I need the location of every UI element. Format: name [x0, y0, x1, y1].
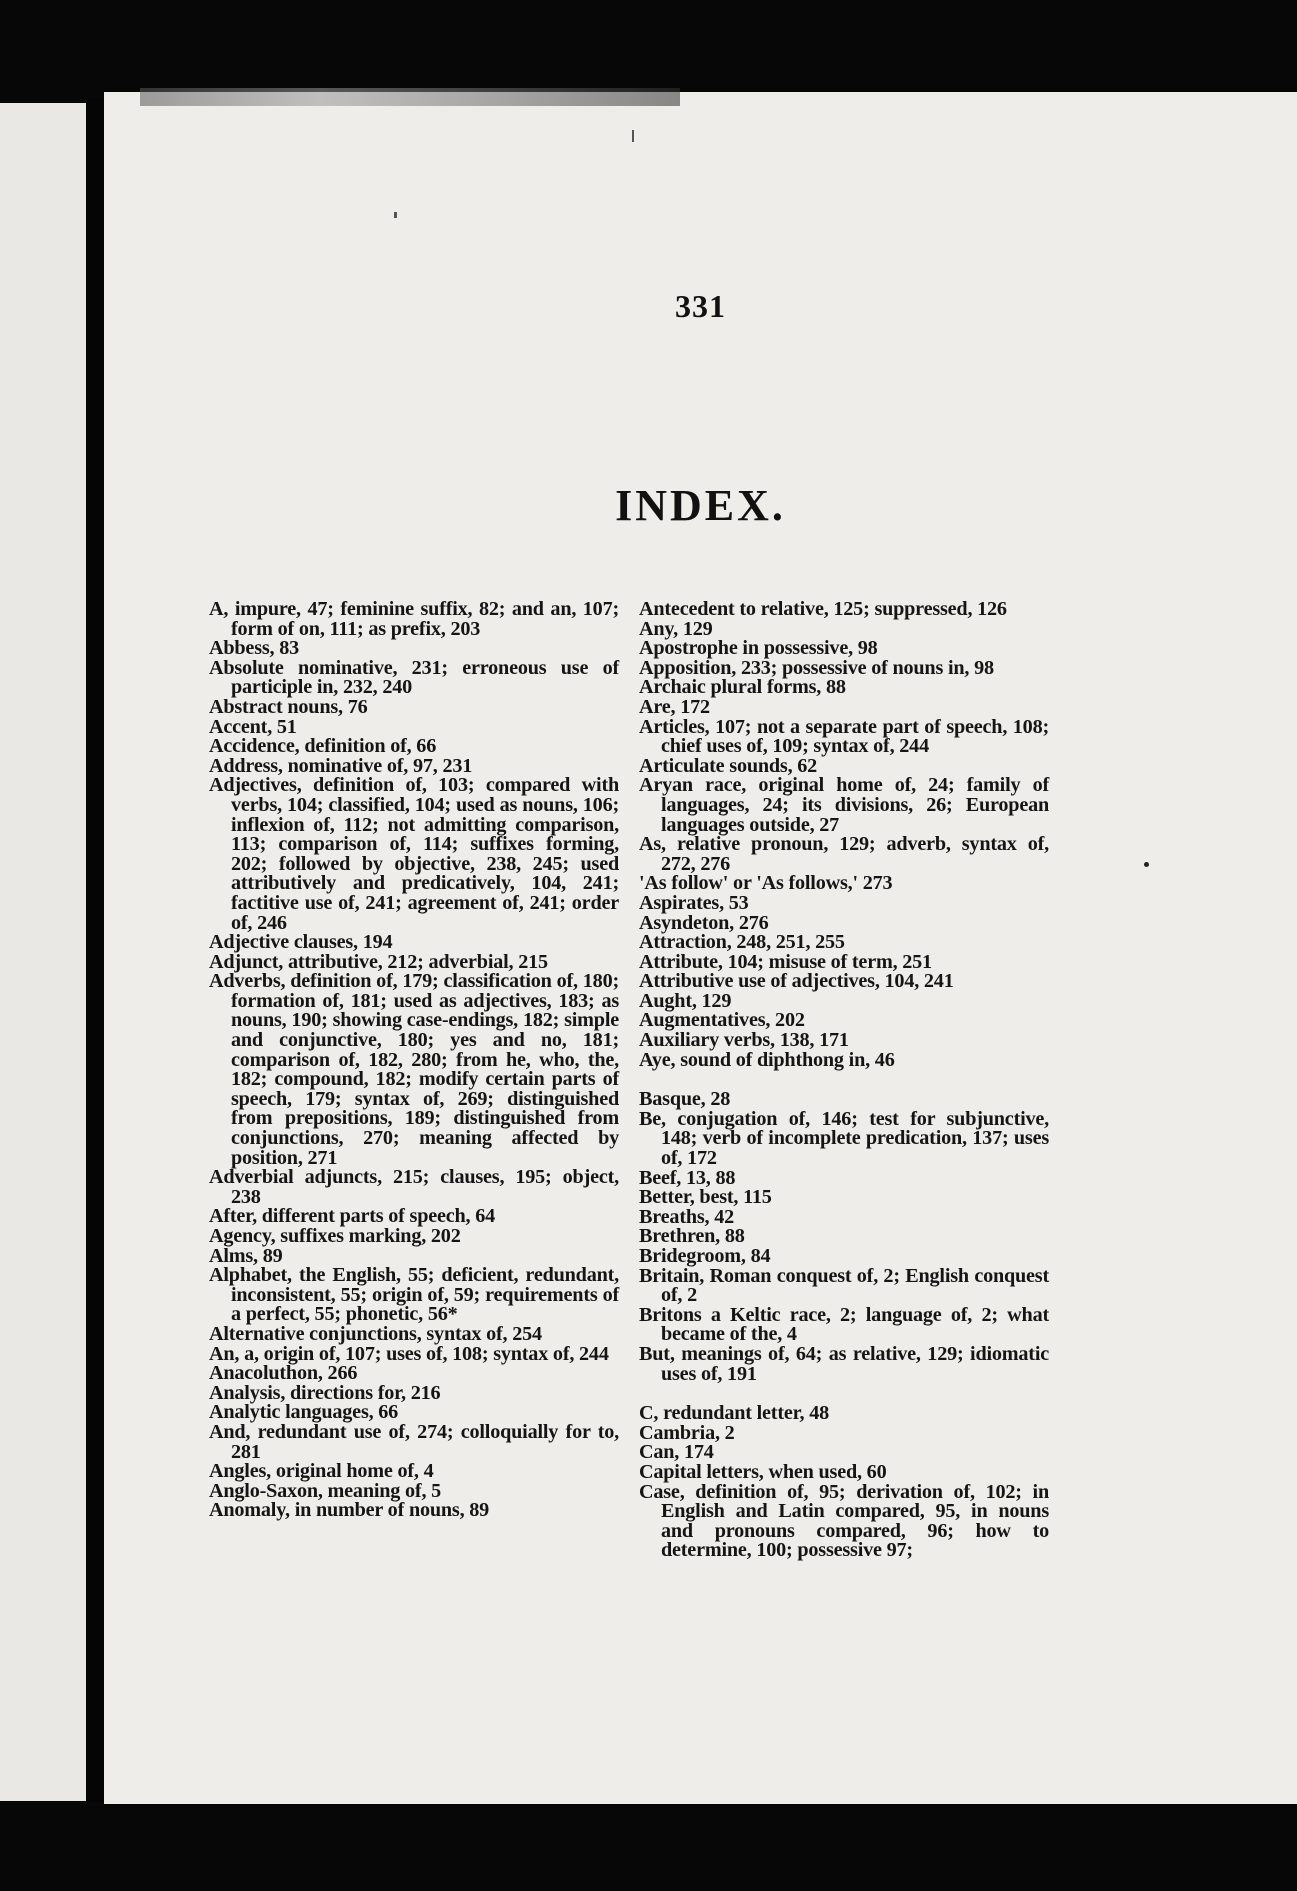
index-entry: Anacoluthon, 266 [209, 1362, 358, 1385]
index-entry: Antecedent to relative, 125; suppressed, 126 [639, 598, 1007, 620]
index-column-left [209, 600, 619, 1521]
index-entry: Aye, sound of diphthong in, 46 [639, 1048, 895, 1071]
index-entry: Cambria, 2 [639, 1421, 735, 1444]
index-entry: Analysis, directions for, 216 [209, 1381, 441, 1404]
index-entry: Absolute nominative, 231; erroneous use of participle in, 232, 240 [209, 656, 619, 699]
index-entry: Attribute, 104; misuse of term, 251 [639, 950, 932, 973]
section-gap [639, 1070, 1049, 1090]
index-entry: Adverbial adjuncts, 215; clauses, 195; object, 238 [209, 1166, 619, 1208]
index-entry: Agency, suffixes marking, 202 [209, 1225, 461, 1247]
index-entry: Analytic languages, 66 [209, 1401, 399, 1424]
index-entry: Apposition, 233; possessive of nouns in, 98 [639, 656, 994, 679]
index-entry: Be, conjugation of, 146; test for subjunctive, 148; verb of incomplete predication, 137; uses of, 172 [639, 1107, 1049, 1170]
index-column-right [639, 600, 1049, 1561]
index-entry: Anomaly, in number of nouns, 89 [209, 1499, 490, 1522]
index-entry: Attributive use of adjectives, 104, 241 [639, 970, 954, 993]
index-entry: Auxiliary verbs, 138, 171 [639, 1029, 849, 1052]
index-entry: Adverbs, definition of, 179; classification of, 180; formation of, 181; used as adjectives, 183; as nouns, 190; showing case-endings, 182; simple and conjunctive, 180; yes and no, 181; comparison of, 182, 280; from he, who, the, 182; compound, 182; modify certain parts of speech, 179; syntax of, 269; distinguished from prepositions, 189; distinguished from conjunctions, 270; meaning affected by position, 271 [209, 970, 619, 1169]
index-entry: Britons a Keltic race, 2; language of, 2; what became of the, 4 [639, 1303, 1049, 1346]
index-entry: Abbess, 83 [209, 637, 299, 660]
index-entry: Brethren, 88 [639, 1225, 745, 1248]
index-entry: Archaic plural forms, 88 [639, 676, 846, 699]
index-entry: Alms, 89 [209, 1244, 283, 1267]
index-entry: Bridegroom, 84 [639, 1245, 771, 1267]
index-entry: Capital letters, when used, 60 [639, 1460, 887, 1483]
index-entry: Articulate sounds, 62 [639, 754, 818, 777]
index-entry: Accent, 51 [209, 715, 297, 738]
index-entry: Better, best, 115 [639, 1186, 772, 1209]
index-entry: Aught, 129 [639, 989, 732, 1012]
index-entry: Any, 129 [639, 617, 713, 640]
book-gutter [86, 98, 104, 1803]
index-entry: After, different parts of speech, 64 [209, 1205, 496, 1228]
index-entry: Case, definition of, 95; derivation of, 102; in English and Latin compared, 95, in nouns and pronouns compared, 96; how to determine, 100; possessive 97; [639, 1480, 1049, 1562]
facing-page-edge [0, 103, 86, 1801]
index-entry: A, impure, 47; feminine suffix, 82; and an, 107; form of on, 111; as prefix, 203 [209, 598, 619, 640]
index-entry: Articles, 107; not a separate part of speech, 108; chief uses of, 109; syntax of, 244 [639, 715, 1049, 758]
index-entry: Basque, 28 [639, 1088, 731, 1111]
index-entry: Address, nominative of, 97, 231 [209, 754, 473, 777]
index-entry: Are, 172 [639, 695, 710, 718]
index-entry: Adjunct, attributive, 212; adverbial, 215 [209, 950, 548, 973]
index-entry: Attraction, 248, 251, 255 [639, 931, 845, 954]
index-entry: 'As follow' or 'As follows,' 273 [639, 872, 893, 895]
index-entry: Can, 174 [639, 1441, 714, 1464]
index-page [104, 92, 1297, 1804]
index-entry: Abstract nouns, 76 [209, 695, 368, 718]
stray-mark [394, 212, 397, 218]
stray-mark [632, 130, 634, 142]
index-entry: As, relative pronoun, 129; adverb, syntax of, 272, 276 [639, 833, 1049, 875]
index-entry: Aspirates, 53 [639, 891, 749, 914]
index-entry: Augmentatives, 202 [639, 1009, 805, 1032]
index-entry: Adjectives, definition of, 103; compared with verbs, 104; classified, 104; used as nouns, 106; inflexion of, 112; not admitting comparison, 113; comparison of, 114; suffixes forming, 202; followed by objective, 238, 245; used attributively and predicatively, 104, 241; factitive use of, 241; agreement of, 241; order of, 246 [209, 774, 619, 934]
page-number: 331 [675, 288, 726, 324]
index-entry: Anglo-Saxon, meaning of, 5 [209, 1479, 442, 1502]
index-entry: Beef, 13, 88 [639, 1166, 736, 1189]
index-entry: And, redundant use of, 274; colloquially for to, 281 [209, 1420, 619, 1463]
page-title: INDEX. [615, 481, 786, 530]
index-entry: An, a, origin of, 107; uses of, 108; syntax of, 244 [209, 1342, 609, 1365]
index-entry: Breaths, 42 [639, 1205, 735, 1228]
index-entry: Asyndeton, 276 [639, 911, 769, 934]
index-entry: Aryan race, original home of, 24; family of languages, 24; its divisions, 26; European languages outside, 27 [639, 774, 1049, 836]
index-entry: Adjective clauses, 194 [209, 931, 393, 954]
stray-mark [1144, 862, 1149, 867]
index-entry: C, redundant letter, 48 [639, 1402, 829, 1425]
index-entry: Angles, original home of, 4 [209, 1460, 434, 1483]
index-entry: Apostrophe in possessive, 98 [639, 637, 878, 660]
index-entry: But, meanings of, 64; as relative, 129; idiomatic uses of, 191 [639, 1342, 1049, 1385]
index-entry: Alphabet, the English, 55; deficient, redundant, inconsistent, 55; origin of, 59; requirements of a perfect, 55; phonetic, 56* [209, 1264, 619, 1326]
index-entry: Britain, Roman conquest of, 2; English conquest of, 2 [639, 1264, 1049, 1307]
section-gap [639, 1384, 1049, 1404]
scan-top-strip [140, 88, 680, 106]
index-entry: Alternative conjunctions, syntax of, 254 [209, 1322, 542, 1345]
index-entry: Accidence, definition of, 66 [209, 735, 437, 758]
